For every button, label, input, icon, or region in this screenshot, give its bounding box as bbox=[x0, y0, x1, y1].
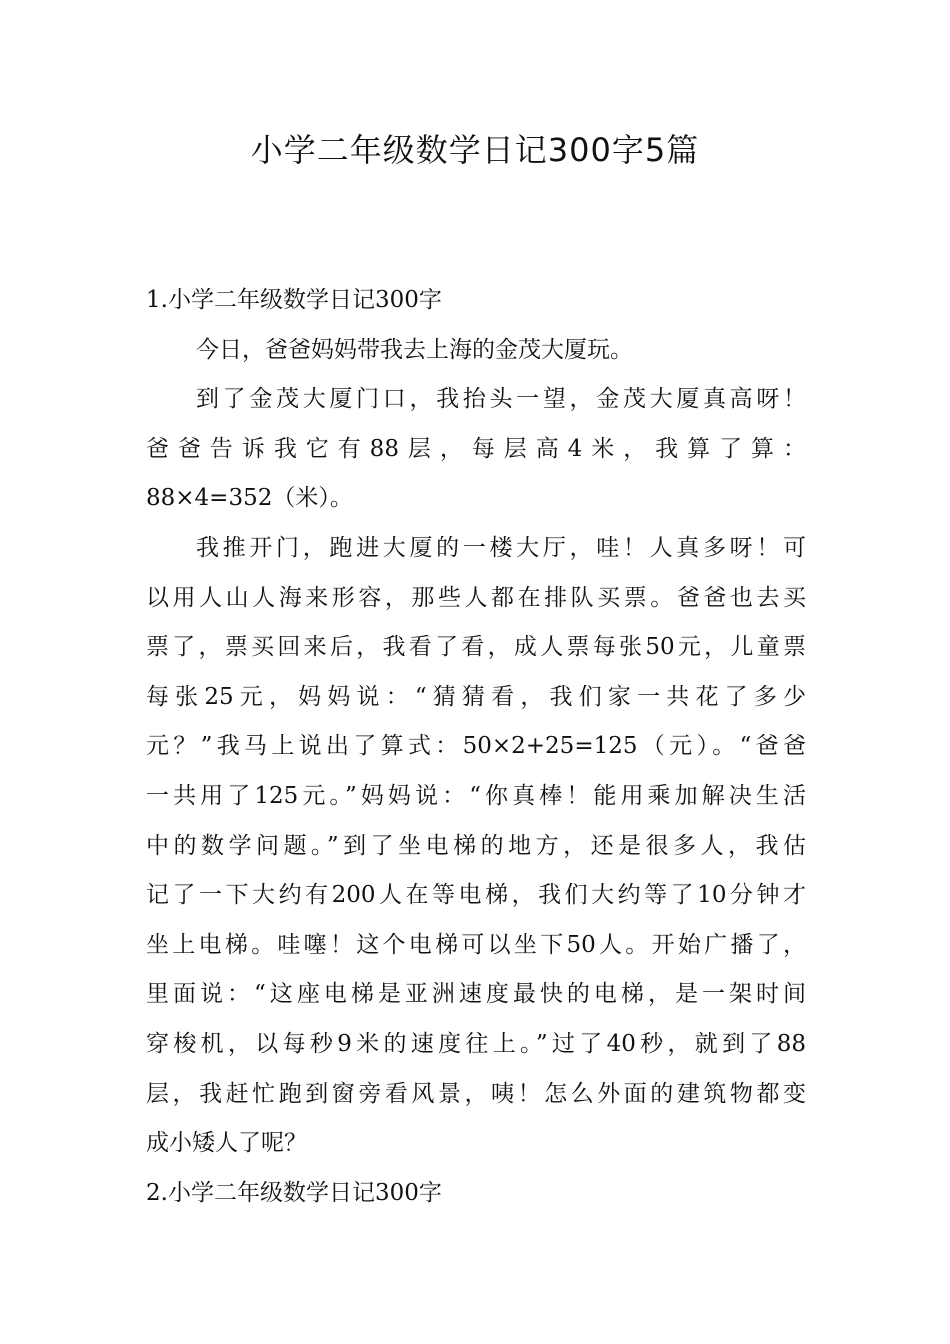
paragraph-line: 里面说：“这座电梯是亚洲速度最快的电梯，是一架时间 bbox=[146, 981, 806, 1008]
paragraph-line: 穿梭机，以每秒9米的速度往上。”过了40秒，就到了88 bbox=[146, 1030, 806, 1057]
paragraph bbox=[146, 375, 806, 524]
paragraph-line: 元？”我马上说出了算式：50×2+25=125（元）。“爸爸 bbox=[146, 733, 806, 760]
paragraph-line: 记了一下大约有200人在等电梯，我们大约等了10分钟才 bbox=[146, 882, 806, 909]
paragraph-line: 每张25元，妈妈说：“猜猜看，我们家一共花了多少 bbox=[146, 683, 806, 710]
document-body bbox=[146, 276, 806, 1218]
paragraph-line: 爸爸告诉我它有88层，每层高4米，我算了算： bbox=[146, 435, 806, 462]
paragraph-line: 以用人山人海来形容，那些人都在排队买票。爸爸也去买 bbox=[146, 584, 806, 611]
paragraph-line: 成小矮人了呢？ bbox=[146, 1130, 307, 1157]
paragraph-line: 坐上电梯。哇噻！这个电梯可以坐下50人。开始广播了， bbox=[146, 931, 806, 958]
paragraph-line: 中的数学问题。”到了坐电梯的地方，还是很多人，我估 bbox=[146, 832, 806, 859]
section-heading: 2.小学二年级数学日记300字 bbox=[146, 1179, 442, 1206]
paragraph-line: 今日，爸爸妈妈带我去上海的金茂大厦玩。 bbox=[196, 336, 633, 363]
paragraph-line: 我推开门，跑进大厦的一楼大厅，哇！人真多呀！可 bbox=[196, 534, 806, 561]
paragraph-line: 一共用了125元。”妈妈说：“你真棒！能用乘加解决生活 bbox=[146, 782, 806, 809]
paragraph bbox=[146, 524, 806, 1169]
paragraph-line: 88×4=352（米）。 bbox=[146, 485, 353, 512]
paragraph-line: 到了金茂大厦门口，我抬头一望，金茂大厦真高呀！ bbox=[196, 386, 806, 413]
section-heading: 1.小学二年级数学日记300字 bbox=[146, 287, 442, 313]
paragraph-line: 票了，票买回来后，我看了看，成人票每张50元，儿童票 bbox=[146, 634, 806, 661]
paragraph-line: 层，我赶忙跑到窗旁看风景，咦！怎么外面的建筑物都变 bbox=[146, 1080, 806, 1107]
paragraph bbox=[146, 326, 806, 376]
document-title: 小学二年级数学日记300字5篇 bbox=[250, 131, 700, 169]
